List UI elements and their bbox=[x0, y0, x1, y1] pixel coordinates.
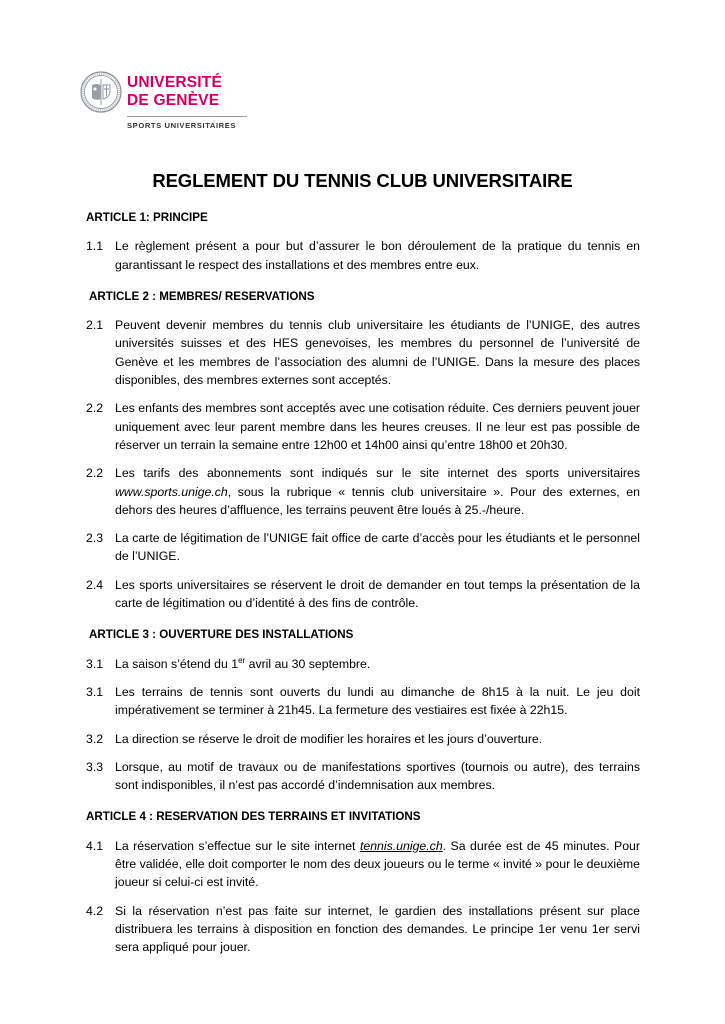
item-number: 3.2 bbox=[86, 731, 104, 746]
university-name bbox=[127, 74, 222, 110]
item-number: 3.3 bbox=[86, 759, 104, 774]
item-number: 3.1 bbox=[86, 656, 104, 671]
item-text-part: La réservation s’effectue sur le site internet bbox=[115, 838, 360, 853]
item-text-part: avril au 30 septembre. bbox=[245, 656, 371, 671]
university-seal-icon bbox=[80, 71, 122, 113]
article-heading: ARTICLE 1: PRINCIPE bbox=[86, 211, 208, 224]
sports-website-link[interactable]: www.sports.unige.ch bbox=[115, 484, 228, 499]
list-item bbox=[86, 837, 640, 892]
item-number: 2.1 bbox=[86, 318, 104, 333]
item-text-part: Les tarifs des abonnements sont indiqués sur le site internet des sports universitaires bbox=[115, 466, 640, 481]
list-item bbox=[86, 576, 640, 613]
item-text bbox=[115, 464, 640, 519]
item-text bbox=[115, 837, 640, 892]
list-item bbox=[86, 902, 640, 957]
logo-line-2: DE GENÈVE bbox=[127, 92, 220, 109]
superscript: er bbox=[238, 655, 246, 665]
item-number: 2.3 bbox=[86, 531, 104, 546]
item-text-part: La saison s’étend du 1 bbox=[115, 656, 239, 671]
university-logo bbox=[80, 68, 260, 136]
item-number: 3.1 bbox=[86, 684, 104, 699]
article-heading: ARTICLE 2 : MEMBRES/ RESERVATIONS bbox=[89, 289, 315, 303]
logo-line-1: UNIVERSITÉ bbox=[127, 74, 223, 91]
item-text: Les enfants des membres sont acceptés avec une cotisation réduite. Ces derniers peuvent jouer uniquement avec leur parent membre dans les heures creuses. Il ne leur est pas possible de réserver un terrain la semaine entre 12h00 et 14h00 ainsi qu’entre 18h00 et 20h30. bbox=[115, 401, 640, 452]
item-text: Les terrains de tennis sont ouverts du lundi au dimanche de 8h15 à la nuit. Le jeu doit impérativement se terminer à 21h45. La fermeture des vestiaires est fixée à 22h15. bbox=[115, 684, 640, 718]
list-item bbox=[86, 316, 640, 389]
article-heading: ARTICLE 3 : OUVERTURE DES INSTALLATIONS bbox=[89, 628, 354, 642]
item-number: 4.1 bbox=[86, 838, 104, 853]
item-text: La carte de légitimation de l’UNIGE fait office de carte d’accès pour les étudiants et le personnel de l’UNIGE. bbox=[115, 531, 640, 564]
item-text: Les sports universitaires se réservent le droit de demander en tout temps la présentation de la carte de légitimation ou d’identité à des fins de contrôle. bbox=[115, 577, 640, 611]
item-text-part: , sous la rubrique « tennis club universitaire ». Pour des externes, en dehors des heures d’affluence, les terrains peuvent être loués à 25.-/heure. bbox=[115, 484, 640, 517]
tennis-website-link[interactable]: tennis.unige.ch bbox=[359, 838, 443, 853]
list-item bbox=[86, 399, 640, 454]
item-number: 2.2 bbox=[86, 401, 104, 416]
logo-divider bbox=[127, 116, 247, 117]
item-number: 2.2 bbox=[86, 466, 104, 481]
list-item bbox=[86, 758, 640, 795]
item-text: La direction se réserve le droit de modifier les horaires et les jours d’ouverture. bbox=[115, 731, 543, 746]
item-number: 4.2 bbox=[86, 903, 104, 918]
item-number: 1.1 bbox=[86, 239, 104, 254]
item-text: Lorsque, au motif de travaux ou de manifestations sportives (tournois ou autre), des terrains sont indisponibles, il n’est pas accordé d’indemnisation aux membres. bbox=[115, 759, 640, 793]
item-text: Si la réservation n’est pas faite sur internet, le gardien des installations présent sur place distribuera les terrains à disposition en fonction des demandes. Le principe 1er venu 1er servi sera appliqué pour jouer. bbox=[115, 903, 640, 955]
article-heading: ARTICLE 4 : RESERVATION DES TERRAINS ET INVITATIONS bbox=[86, 810, 421, 824]
item-number: 2.4 bbox=[86, 577, 104, 592]
document-body bbox=[86, 209, 640, 967]
item-text: Peuvent devenir membres du tennis club universitaire les étudiants de l’UNIGE, des autres universités suisses et des HES genevoises, les membres du personnel de l’université de Genève et les membres de l’association des alumni de l’UNIGE. Dans la mesure des places disponibles, des membres externes sont acceptés. bbox=[115, 318, 640, 388]
list-item bbox=[86, 730, 640, 748]
item-text: Le règlement présent a pour but d’assurer le bon déroulement de la pratique du tennis en garantissant le respect des installations et des membres entre eux. bbox=[115, 239, 640, 272]
item-text-part: . Sa durée est de 45 minutes. Pour être validée, elle doit comporter le nom des deux joueurs ou le terme « invité » pour le deuxième joueur si celui-ci est invité. bbox=[115, 838, 640, 890]
list-item bbox=[86, 529, 640, 566]
list-item bbox=[86, 464, 640, 519]
logo-subtitle: SPORTS UNIVERSITAIRES bbox=[127, 121, 237, 130]
list-item bbox=[86, 655, 640, 673]
document-title: REGLEMENT DU TENNIS CLUB UNIVERSITAIRE bbox=[152, 170, 573, 191]
list-item bbox=[86, 237, 640, 274]
item-text bbox=[115, 655, 640, 673]
list-item bbox=[86, 683, 640, 720]
